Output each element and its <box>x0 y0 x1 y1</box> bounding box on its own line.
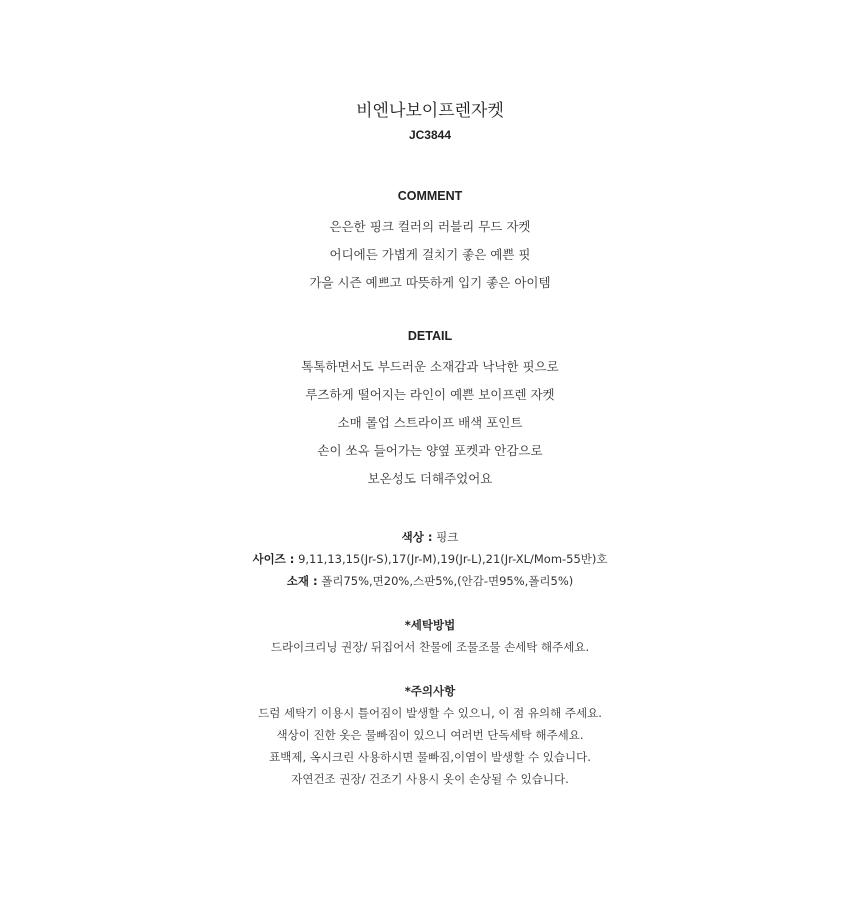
material-label: 소재 : <box>286 574 318 588</box>
detail-heading: DETAIL <box>407 329 453 343</box>
product-code: JC3844 <box>408 128 452 142</box>
caution-line: 자연건조 권장/ 건조기 사용시 옷이 손상될 수 있습니다. <box>291 772 569 786</box>
comment-line: 은은한 핑크 컬러의 러블리 무드 자켓 <box>329 219 531 234</box>
caution-line: 표백제, 옥시크린 사용하시면 물빠짐,이염이 발생할 수 있습니다. <box>269 750 591 764</box>
washing-line: 드라이크리닝 권장/ 뒤집어서 찬물에 조물조물 손세탁 해주세요. <box>270 640 590 654</box>
caution-line: 드럼 세탁기 이용시 틀어짐이 발생할 수 있으니, 이 점 유의해 주세요. <box>258 706 602 720</box>
comment-heading: COMMENT <box>397 189 463 203</box>
color-spec <box>0 529 860 545</box>
material-value: 폴리75%,면20%,스판5%,(안감-면95%,폴리5%) <box>321 574 574 588</box>
comment-line: 어디에든 가볍게 걸치기 좋은 예쁜 핏 <box>329 247 531 262</box>
washing-heading: *세탁방법 <box>404 618 456 632</box>
detail-line: 보온성도 더해주었어요 <box>367 471 493 486</box>
detail-line: 소매 롤업 스트라이프 배색 포인트 <box>337 415 523 430</box>
caution-heading: *주의사항 <box>404 684 456 698</box>
caution-line: 색상이 진한 옷은 물빠짐이 있으니 여러번 단독세탁 해주세요. <box>276 728 584 742</box>
comment-line: 가을 시즌 예쁘고 따뜻하게 입기 좋은 아이템 <box>309 275 551 290</box>
detail-line: 톡톡하면서도 부드러운 소재감과 낙낙한 핏으로 <box>301 359 559 374</box>
color-label: 색상 : <box>401 530 433 544</box>
size-label: 사이즈 : <box>252 552 295 566</box>
size-spec <box>0 551 860 567</box>
detail-line: 루즈하게 떨어지는 라인이 예쁜 보이프렌 자켓 <box>305 387 555 402</box>
detail-line: 손이 쏘옥 들어가는 양옆 포켓과 안감으로 <box>317 443 543 458</box>
color-value: 핑크 <box>436 530 459 544</box>
size-value: 9,11,13,15(Jr-S),17(Jr-M),19(Jr-L),21(Jr-XL/Mom-55반)호 <box>298 552 608 566</box>
product-name: 비엔나보이프렌자켓 <box>356 101 504 121</box>
material-spec <box>0 573 860 589</box>
